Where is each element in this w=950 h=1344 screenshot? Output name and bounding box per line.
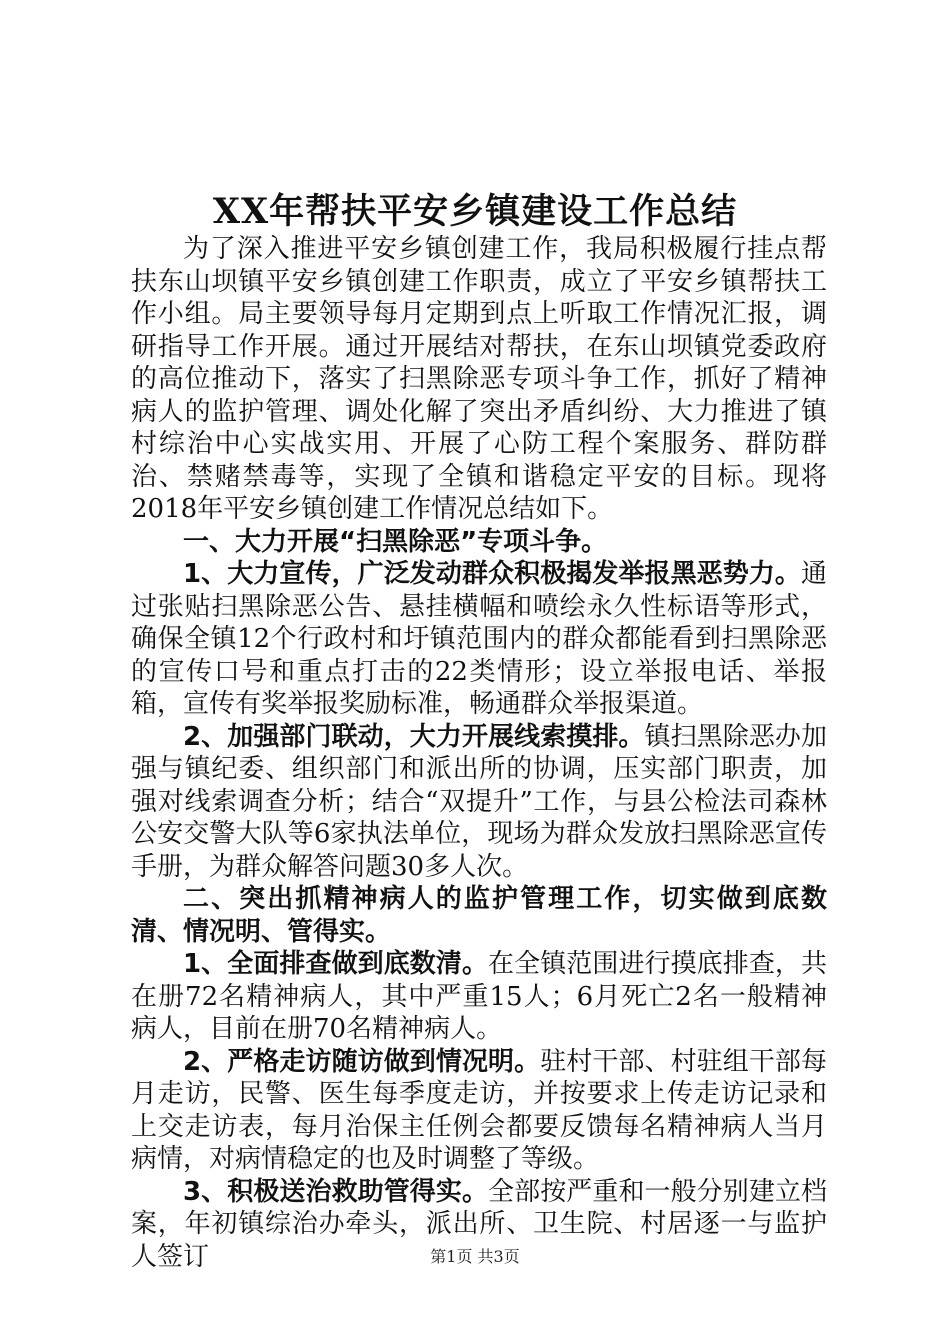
section-2-item-1-lead: 1、全面排查做到底数清。 [183, 949, 489, 979]
section-2-item-1-text: 在全镇范围进行摸底排查，共在册72名精神病人，其中严重15人；6月死亡2名一般精神病人，目前在册70名精神病人。 [131, 949, 827, 1044]
section-2-item-2-text: 驻村干部、村驻组干部每月走访，民警、医生每季度走访，并按要求上传走访记录和上交走访表，每月治保主任例会都要反馈每名精神病人当月病情，对病情稳定的也及时调整了等级。 [131, 1046, 827, 1174]
section-1-item-2 [131, 721, 827, 884]
document-title: XX年帮扶平安乡镇建设工作总结 [212, 191, 738, 232]
document-body [131, 233, 827, 1273]
section-1-heading: 一、大力开展“扫黑除恶”专项斗争。 [183, 526, 608, 557]
section-2-item-1 [131, 948, 827, 1046]
page-footer: 第1页 共3页 [430, 1247, 520, 1266]
section-1-item-2-lead: 2、加强部门联动，大力开展线索摸排。 [183, 721, 645, 752]
section-1-item-1-text: 通过张贴扫黑除恶公告、悬挂横幅和喷绘永久性标语等形式，确保全镇12个行政村和圩镇范围内的群众都能看到扫黑除恶的宣传口号和重点打击的22类情形；设立举报电话、举报箱，宣传有奖举报奖励标准，畅通群众举报渠道。 [131, 559, 827, 719]
section-1-item-1 [131, 558, 827, 721]
section-2-item-2-lead: 2、严格走访随访做到情况明。 [183, 1046, 541, 1077]
section-2-item-2 [131, 1046, 827, 1176]
section-1-item-2-text: 镇扫黑除恶办加强与镇纪委、组织部门和派出所的协调，压实部门职责，加强对线索调查分析；结合“双提升”工作，与县公检法司森林公安交警大队等6家执法单位，现场为群众发放扫黑除恶宣传手册，为群众解答问题30多人次。 [131, 721, 827, 882]
section-2-heading: 二、突出抓精神病人的监护管理工作，切实做到底数清、情况明、管得实。 [131, 884, 827, 947]
intro-paragraph: 为了深入推进平安乡镇创建工作，我局积极履行挂点帮扶东山坝镇平安乡镇创建工作职责，成立了平安乡镇帮扶工作小组。局主要领导每月定期到点上听取工作情况汇报，调研指导工作开展。通过开展结对帮扶，在东山坝镇党委政府的高位推动下，落实了扫黑除恶专项斗争工作，抓好了精神病人的监护管理、调处化解了突出矛盾纠纷、大力推进了镇村综治中心实战实用、开展了心防工程个案服务、群防群治、禁赌禁毒等，实现了全镇和谐稳定平安的目标。现将2018年平安乡镇创建工作情况总结如下。 [131, 234, 827, 524]
section-2-item-3-lead: 3、积极送治救助管得实。 [183, 1176, 489, 1207]
section-2-item-3-text: 全部按严重和一般分别建立档案，年初镇综治办牵头，派出所、卫生院、村居逐一与监护人签订 [131, 1176, 827, 1272]
section-1-item-1-lead: 1、大力宣传，广泛发动群众积极揭发举报黑恶势力。 [183, 559, 801, 589]
